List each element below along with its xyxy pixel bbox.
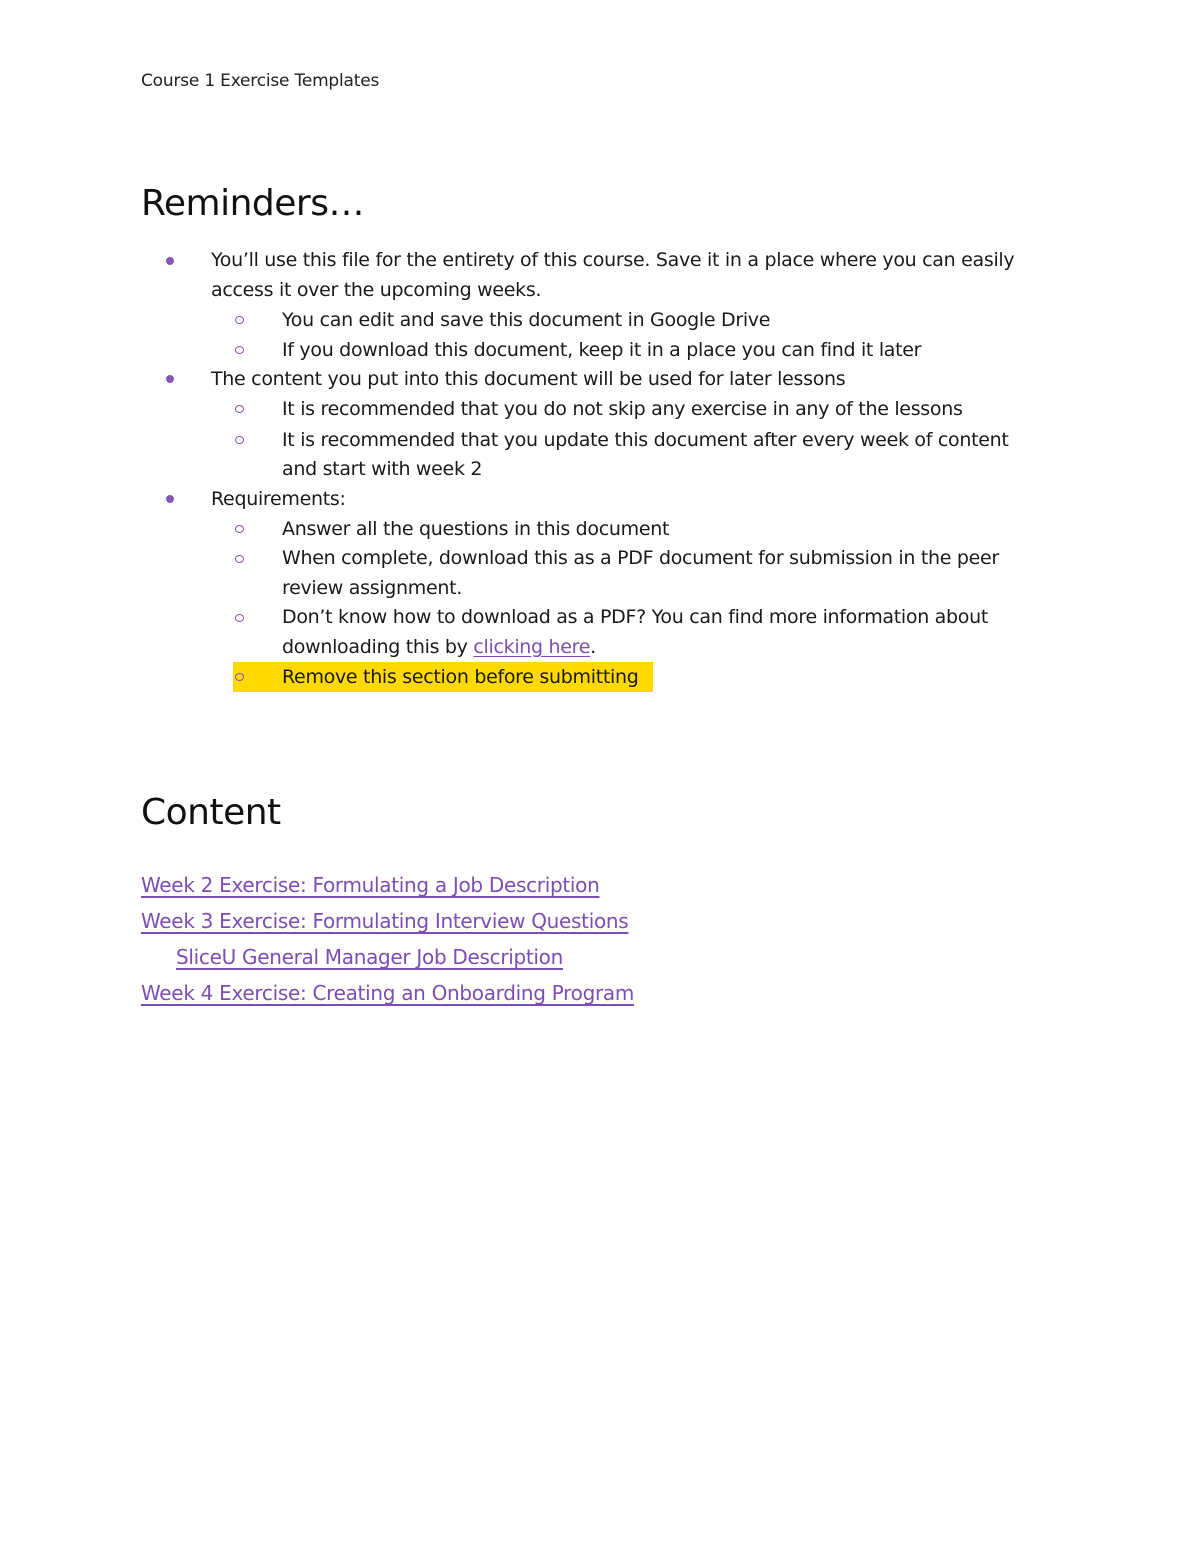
bullet-icon bbox=[166, 495, 174, 503]
sub-bullet-icon bbox=[235, 614, 244, 622]
sub-list-item-text: It is recommended that you update this document after every week of content bbox=[282, 429, 1009, 451]
toc-link-week-2[interactable]: Week 2 Exercise: Formulating a Job Description bbox=[141, 873, 600, 897]
sub-list-item-text: It is recommended that you do not skip any exercise in any of the lessons bbox=[282, 398, 963, 420]
sub-bullet-icon bbox=[235, 673, 244, 681]
content-heading: Content bbox=[141, 792, 281, 833]
toc-link-sliceu-job-description[interactable]: SliceU General Manager Job Description bbox=[176, 945, 563, 969]
list-item-text: You’ll use this file for the entirety of this course. Save it in a place where you can easily bbox=[211, 249, 1015, 271]
reminders-heading: Reminders… bbox=[141, 183, 364, 224]
list-item-text: access it over the upcoming weeks. bbox=[211, 279, 542, 301]
bullet-icon bbox=[166, 375, 174, 383]
bullet-icon bbox=[166, 257, 174, 265]
list-item-text: Requirements: bbox=[211, 488, 346, 510]
text-suffix: . bbox=[590, 636, 596, 658]
sub-bullet-icon bbox=[235, 555, 244, 563]
sub-list-item-text: Don’t know how to download as a PDF? You can find more information about bbox=[282, 606, 988, 628]
sub-bullet-icon bbox=[235, 436, 244, 444]
sub-list-item-text: You can edit and save this document in Google Drive bbox=[282, 309, 771, 331]
page-header: Course 1 Exercise Templates bbox=[141, 71, 380, 91]
sub-list-item-text: Answer all the questions in this document bbox=[282, 518, 670, 540]
sub-list-item-text: If you download this document, keep it in a place you can find it later bbox=[282, 339, 922, 361]
sub-bullet-icon bbox=[235, 346, 244, 354]
sub-bullet-icon bbox=[235, 405, 244, 413]
clicking-here-link[interactable]: clicking here bbox=[473, 636, 591, 658]
toc-link-week-4[interactable]: Week 4 Exercise: Creating an Onboarding Program bbox=[141, 981, 635, 1005]
sub-list-item-text: When complete, download this as a PDF document for submission in the peer bbox=[282, 547, 999, 569]
sub-list-item-text: and start with week 2 bbox=[282, 458, 483, 480]
text-prefix: downloading this by bbox=[282, 636, 474, 658]
sub-list-item-text bbox=[282, 632, 596, 662]
toc-link-week-3[interactable]: Week 3 Exercise: Formulating Interview Questions bbox=[141, 909, 629, 933]
sub-bullet-icon bbox=[235, 525, 244, 533]
sub-list-item-text: review assignment. bbox=[282, 577, 463, 599]
list-item-text: The content you put into this document will be used for later lessons bbox=[211, 368, 846, 390]
sub-bullet-icon bbox=[235, 316, 244, 324]
sub-list-item-text-highlighted: Remove this section before submitting bbox=[282, 666, 639, 688]
